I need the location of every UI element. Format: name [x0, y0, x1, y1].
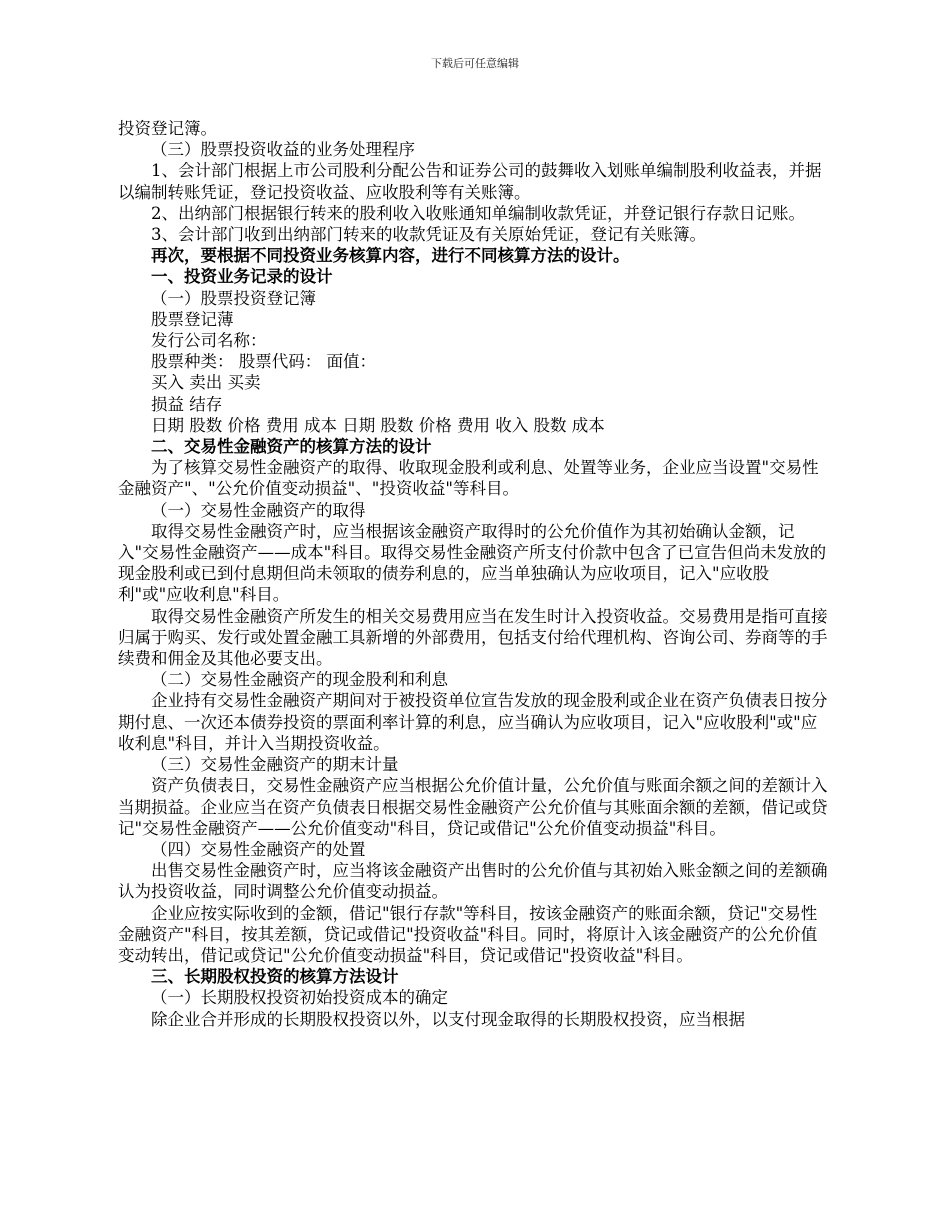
paragraph: 取得交易性金融资产所发生的相关交易费用应当在发生时计入投资收益。交易费用是指可直接归属于购买、发行或处置金融工具新增的外部费用，包括支付给代理机构、咨询公司、券商等的手续费和佣金及其他必要支出。 — [118, 606, 828, 669]
paragraph: 出售交易性金融资产时，应当将该金融资产出售时的公允价值与其初始入账金额之间的差额确认为投资收益，同时调整公允价值变动损益。 — [118, 861, 828, 902]
paragraph: （四）交易性金融资产的处置 — [151, 839, 366, 859]
page-header: 下载后可任意编辑 — [431, 57, 519, 70]
paragraph: 3、会计部门收到出纳部门转来的收款凭证及有关原始凭证，登记有关账簿。 — [151, 225, 706, 245]
paragraph: （三）股票投资收益的业务处理程序 — [151, 140, 415, 160]
paragraph: 买入 卖出 买卖 — [151, 373, 261, 393]
paragraph: 日期 股数 价格 费用 成本 日期 股数 价格 费用 收入 股数 成本 — [151, 415, 605, 435]
paragraph: 股票种类： 股票代码： 面值： — [151, 352, 376, 372]
document-body — [118, 118, 830, 1030]
heading: 二、交易性金融资产的核算方法的设计 — [151, 437, 432, 457]
paragraph: （一）长期股权投资初始投资成本的确定 — [151, 988, 448, 1008]
heading: 三、长期股权投资的核算方法设计 — [151, 967, 399, 987]
paragraph: 企业持有交易性金融资产期间对于被投资单位宣告发放的现金股利或企业在资产负债表日按分期付息、一次还本债券投资的票面利率计算的利息，应当确认为应收项目，记入"应收股利"或"应收利息"科目，并计入当期投资收益。 — [118, 691, 828, 753]
heading: 再次，要根据不同投资业务核算内容，进行不同核算方法的设计。 — [151, 246, 630, 266]
heading: 一、投资业务记录的设计 — [151, 267, 333, 287]
paragraph: （三）交易性金融资产的期末计量 — [151, 755, 399, 775]
paragraph: （一）交易性金融资产的取得 — [151, 500, 366, 520]
paragraph: 2、出纳部门根据银行转来的股利收入收账通知单编制收款凭证，并登记银行存款日记账。 — [151, 203, 805, 223]
paragraph: （二）交易性金融资产的现金股利和利息 — [151, 670, 448, 690]
paragraph: 发行公司名称： — [151, 331, 267, 351]
paragraph: 损益 结存 — [151, 394, 223, 414]
paragraph: 资产负债表日，交易性金融资产应当根据公允价值计量，公允价值与账面余额之间的差额计入当期损益。企业应当在资产负债表日根据交易性金融资产公允价值与其账面余额的差额，借记或贷记"交易性金融资产——公允价值变动"科目，贷记或借记"公允价值变动损益"科目。 — [118, 776, 828, 838]
paragraph: （一）股票投资登记簿 — [151, 288, 316, 308]
paragraph: 股票登记薄 — [151, 309, 234, 329]
paragraph: 除企业合并形成的长期股权投资以外，以支付现金取得的长期股权投资，应当根据 — [151, 1009, 745, 1029]
paragraph: 取得交易性金融资产时，应当根据该金融资产取得时的公允价值作为其初始确认金额，记入"交易性金融资产——成本"科目。取得交易性金融资产所支付价款中包含了已宣告但尚未发放的现金股利或已到付息期但尚未领取的债券利息的，应当单独确认为应收项目，记入"应收股利"或"应收利息"科目。 — [118, 521, 827, 605]
paragraph: 投资登记簿。 — [118, 119, 217, 138]
paragraph: 为了核算交易性金融资产的取得、收取现金股利或利息、处置等业务，企业应当设置"交易性金融资产"、"公允价值变动损益"、"投资收益"等科目。 — [118, 458, 819, 499]
paragraph: 1、会计部门根据上市公司股利分配公告和证券公司的鼓舞收入划账单编制股利收益表，并据以编制转账凭证，登记投资收益、应收股利等有关账簿。 — [118, 161, 822, 202]
paragraph: 企业应按实际收到的金额，借记"银行存款"等科目，按该金融资产的账面余额，贷记"交易性金融资产"科目，按其差额，贷记或借记"投资收益"科目。同时，将原计入该金融资产的公允价值变动转出，借记或贷记"公允价值变动损益"科目，贷记或借记"投资收益"科目。 — [118, 903, 818, 965]
